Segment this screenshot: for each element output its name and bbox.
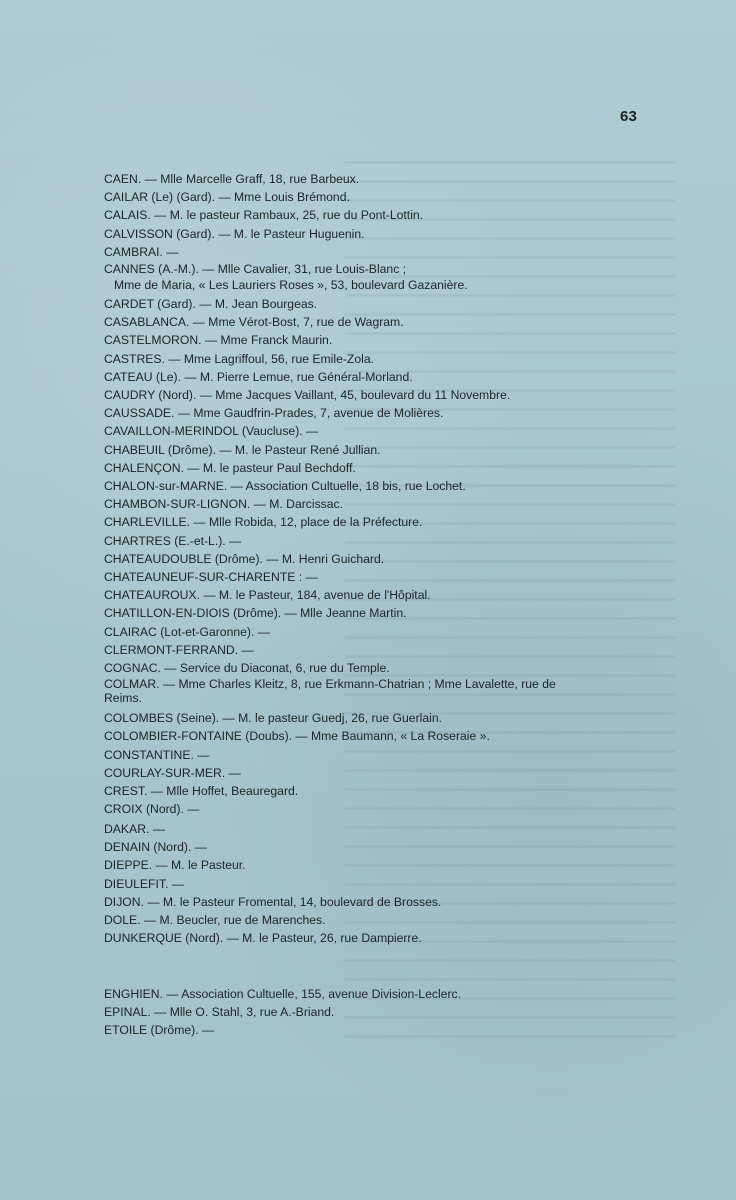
list-item: CASABLANCA. — Mme Vérot-Bost, 7, rue de Wagram.	[104, 315, 404, 330]
list-item: ETOILE (Drôme). —	[104, 1023, 215, 1038]
list-item: DUNKERQUE (Nord). — M. le Pasteur, 26, rue Dampierre.	[104, 931, 422, 946]
list-item: CAMBRAI. —	[104, 244, 179, 259]
list-item: COLOMBIER-FONTAINE (Doubs). — Mme Baumann, « La Roseraie ».	[104, 729, 490, 744]
list-item: CAEN. — Mlle Marcelle Graff, 18, rue Barbeux.	[104, 172, 360, 186]
list-item: CONSTANTINE. —	[104, 747, 210, 762]
list-item: CHATILLON-EN-DIOIS (Drôme). — Mlle Jeanne Martin.	[104, 606, 407, 621]
list-item: CAUSSADE. — Mme Gaudfrin-Prades, 7, avenue de Molières.	[104, 406, 444, 421]
list-item: DIEPPE. — M. le Pasteur.	[104, 858, 246, 873]
list-item: CHATEAUROUX. — M. le Pasteur, 184, avenue de l'Hôpital.	[104, 588, 431, 603]
list-item: CAUDRY (Nord). — Mme Jacques Vaillant, 45, boulevard du 11 Novembre.	[104, 388, 511, 403]
section-d-list	[104, 820, 674, 947]
list-item: CAVAILLON-MERINDOL (Vaucluse). —	[104, 424, 319, 439]
list-item: CALVISSON (Gard). — M. le Pasteur Huguenin.	[104, 226, 365, 241]
list-item: DENAIN (Nord). —	[104, 840, 207, 855]
list-item: COURLAY-SUR-MER. —	[104, 765, 241, 780]
list-item: COGNAC. — Service du Diaconat, 6, rue du Temple.	[104, 661, 390, 676]
list-item-line: COLMAR. — Mme Charles Kleitz, 8, rue Erkmann-Chatrian ; Mme Lavalette, rue de	[104, 677, 556, 692]
list-item: CHATEAUDOUBLE (Drôme). — M. Henri Guichard.	[104, 551, 385, 566]
list-item: CALAIS. — M. le pasteur Rambaux, 25, rue du Pont-Lottin.	[104, 208, 424, 223]
list-item: CASTELMORON. — Mme Franck Maurin.	[104, 333, 333, 348]
list-item: CHATEAUNEUF-SUR-CHARENTE : —	[104, 570, 318, 585]
list-item: CATEAU (Le). — M. Pierre Lemue, rue Général-Morland.	[104, 369, 413, 384]
list-item: CAILAR (Le) (Gard). — Mme Louis Brémond.	[104, 190, 350, 205]
list-item: CHAMBON-SUR-LIGNON. — M. Darcissac.	[104, 497, 344, 512]
list-item	[104, 677, 674, 705]
page-number: 63	[620, 108, 638, 125]
section-c-list	[104, 170, 674, 819]
list-item: CHARTRES (E.-et-L.). —	[104, 533, 242, 548]
list-item: CHALON-sur-MARNE. — Association Cultuelle, 18 bis, rue Lochet.	[104, 479, 466, 494]
list-item: CROIX (Nord). —	[104, 802, 200, 817]
list-item: DIEULEFIT. —	[104, 876, 184, 891]
list-item: CLERMONT-FERRAND. —	[104, 642, 254, 657]
list-item-continuation: Reims.	[104, 691, 142, 706]
section-e-list	[104, 985, 674, 1040]
list-item: CASTRES. — Mme Lagriffoul, 56, rue Emile-Zola.	[104, 351, 375, 366]
list-item: CHARLEVILLE. — Mlle Robida, 12, place de la Préfecture.	[104, 515, 423, 530]
list-item: DOLE. — M. Beucler, rue de Marenches.	[104, 913, 326, 928]
list-item: CHALENÇON. — M. le pasteur Paul Bechdoff.	[104, 460, 356, 475]
list-item: CARDET (Gard). — M. Jean Bourgeas.	[104, 297, 318, 312]
list-item: EPINAL. — Mlle O. Stahl, 3, rue A.-Briand.	[104, 1005, 335, 1020]
list-item: CHABEUIL (Drôme). — M. le Pasteur René Jullian.	[104, 442, 381, 457]
list-item-continuation: Mme de Maria, « Les Lauriers Roses », 53, boulevard Gazanière.	[114, 278, 468, 293]
list-item: DAKAR. —	[104, 822, 165, 836]
list-item: COLOMBES (Seine). — M. le pasteur Guedj, 26, rue Guerlain.	[104, 711, 443, 726]
list-item: CLAIRAC (Lot-et-Garonne). —	[104, 624, 270, 639]
list-item-line: CANNES (A.-M.). — Mlle Cavalier, 31, rue Louis-Blanc ;	[104, 262, 407, 277]
list-item: CREST. — Mlle Hoffet, Beauregard.	[104, 784, 299, 799]
list-item	[104, 261, 674, 293]
list-item: ENGHIEN. — Association Cultuelle, 155, avenue Division-Leclerc.	[104, 987, 461, 1001]
list-item: DIJON. — M. le Pasteur Fromental, 14, boulevard de Brosses.	[104, 894, 442, 909]
